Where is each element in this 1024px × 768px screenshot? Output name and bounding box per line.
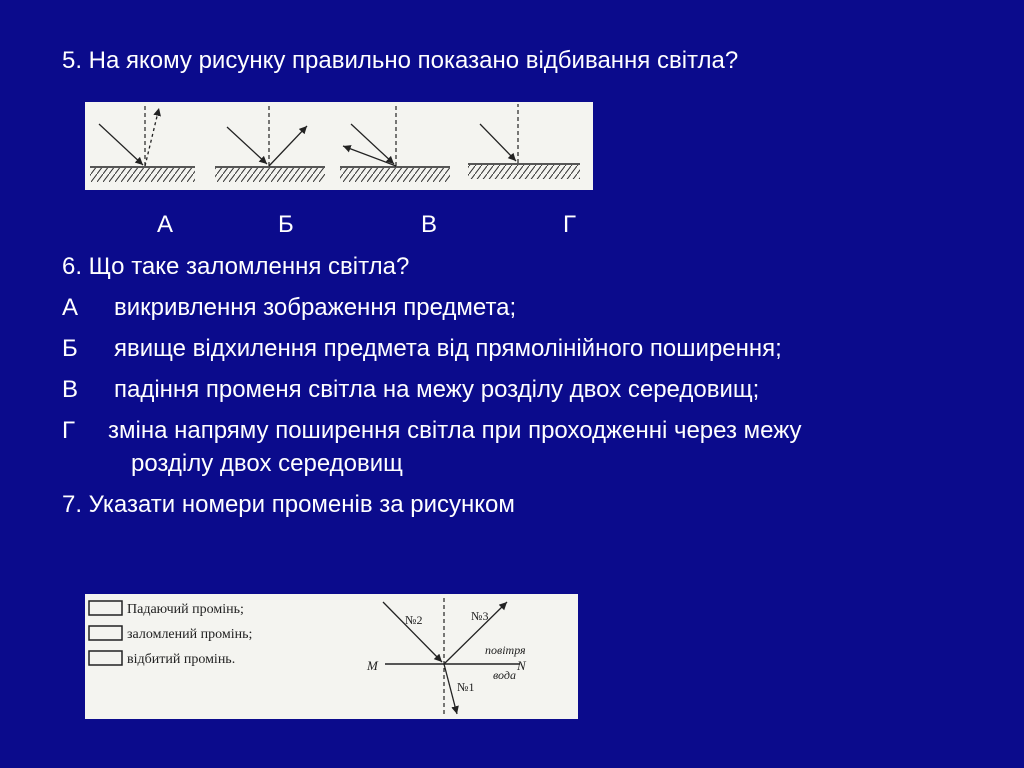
label-g: Г [563,211,576,238]
legend-incident: Падаючий промінь; [127,602,244,617]
question-6: 6. Що таке заломлення світла? [62,253,410,280]
refraction-diagram [85,594,578,719]
option-g-letter: Г [62,417,75,444]
label-b: Б [278,211,294,238]
point-m: M [367,658,378,673]
option-a-letter: А [62,294,79,321]
refraction-figure [85,594,578,719]
medium-water: вода [493,668,516,682]
option-g-text: зміна напряму поширення світла при проходженні через межу [108,417,802,444]
option-g-text-cont: розділу двох середовищ [131,450,403,477]
option-b-letter: Б [62,335,78,362]
legend-box-3[interactable] [89,651,122,665]
ray-2 [383,602,442,662]
medium-air: повітря [485,643,526,657]
ray-1-label: №1 [457,680,475,694]
legend-box-1[interactable] [89,601,122,615]
option-v-letter: В [62,376,79,403]
option-b-text: явище відхилення предмета від прямолінійного поширення; [114,335,782,362]
legend-refracted: заломлений промінь; [127,627,253,642]
legend-box-2[interactable] [89,626,122,640]
ray-2-label: №2 [405,613,423,627]
label-a: А [157,211,174,238]
diagram-b [215,104,325,182]
diagram-v [340,104,450,182]
diagram-a [90,104,195,182]
reflection-diagrams [85,102,593,190]
ray-1 [444,664,457,714]
reflection-figure [85,102,593,190]
ray-3-label: №3 [471,609,489,623]
point-n: N [517,658,526,673]
option-a-text: викривлення зображення предмета; [114,294,517,321]
question-5: 5. На якому рисунку правильно показано відбивання світла? [62,47,739,74]
diagram-g [468,104,580,179]
option-v-text: падіння променя світла на межу розділу двох середовищ; [114,376,760,403]
legend-reflected: відбитий промінь. [127,652,236,667]
question-7: 7. Указати номери променів за рисунком [62,491,515,518]
label-v: В [421,211,438,238]
